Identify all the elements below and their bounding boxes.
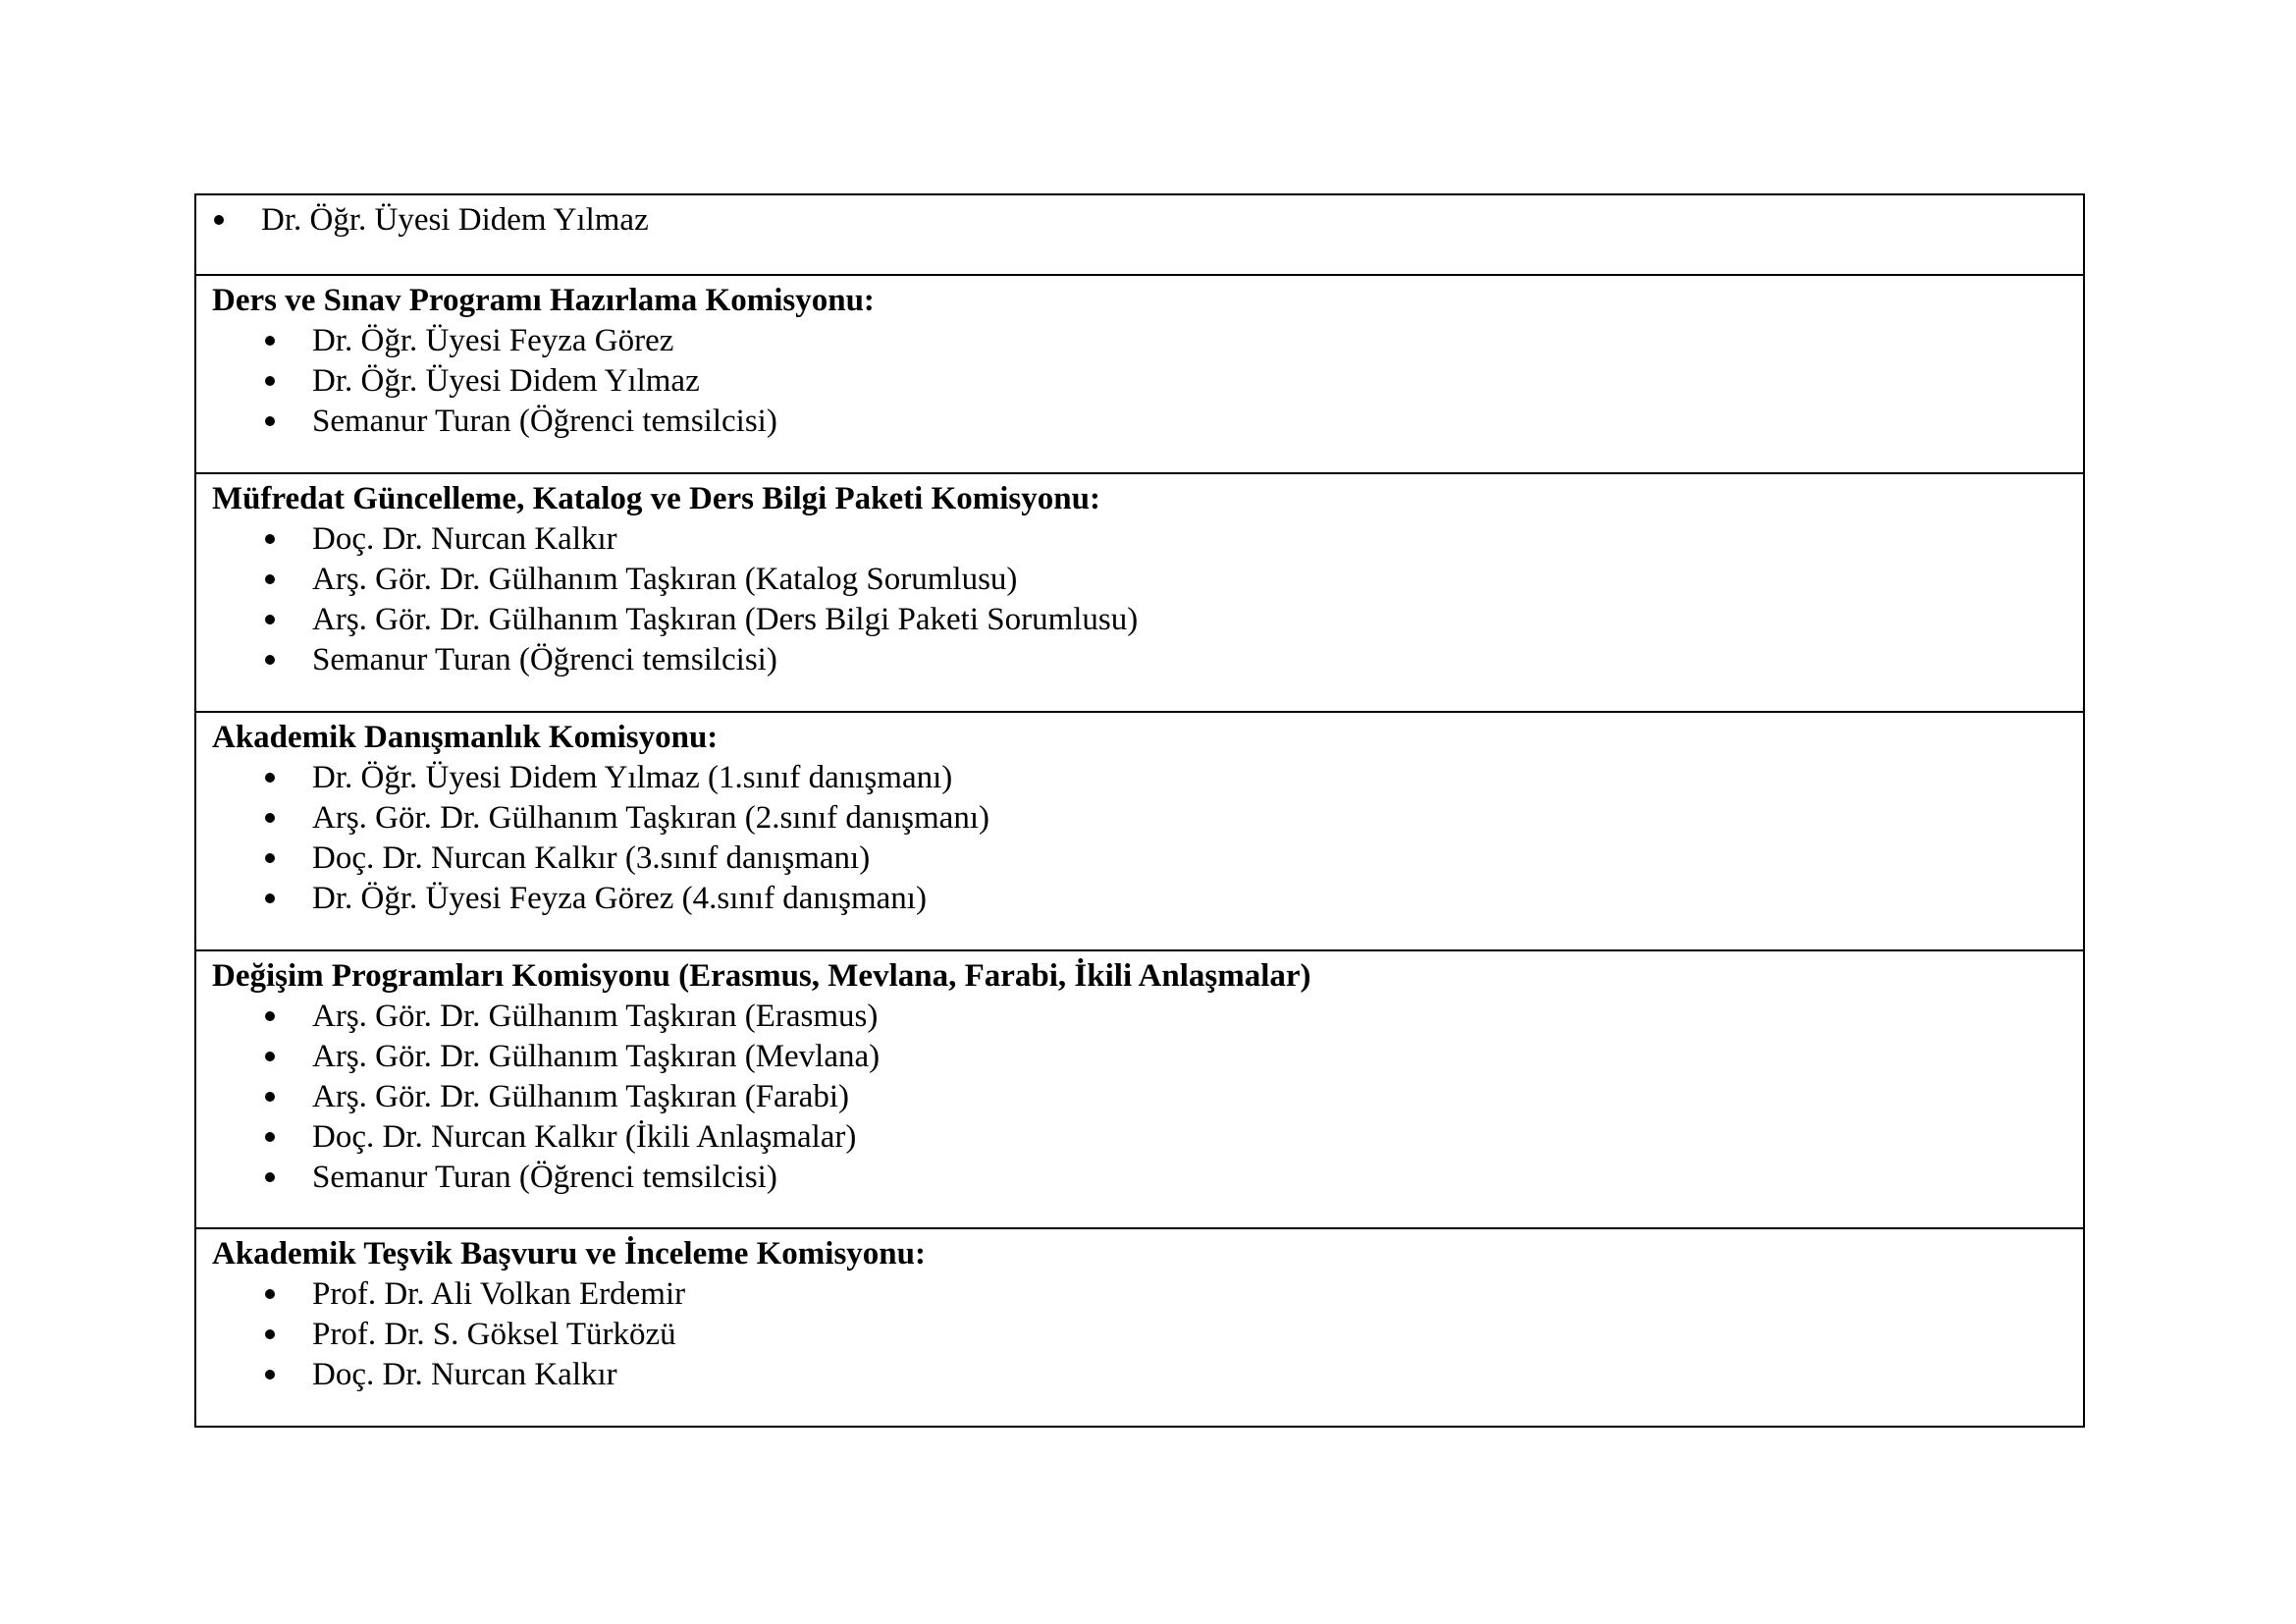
member-list <box>212 519 2069 680</box>
bullet-icon <box>265 1329 275 1339</box>
table-row <box>195 1228 2084 1427</box>
committee-cell <box>195 950 2084 1228</box>
bullet-icon <box>265 416 275 426</box>
committee-cell <box>195 1228 2084 1427</box>
list-item: Arş. Gör. Dr. Gülhanım Taşkıran (Katalog Sorumlusu) <box>263 560 2069 600</box>
member-list <box>212 758 2069 919</box>
section-heading: Akademik Danışmanlık Komisyonu: <box>212 720 719 755</box>
bullet-icon <box>265 813 275 823</box>
table-row <box>195 473 2084 712</box>
list-item: Doç. Dr. Nurcan Kalkır <box>263 1355 2069 1395</box>
member-list <box>212 997 2069 1198</box>
list-item: Semanur Turan (Öğrenci temsilcisi) <box>263 402 2069 442</box>
committee-cell <box>195 275 2084 473</box>
list-item: Dr. Öğr. Üyesi Didem Yılmaz <box>212 200 2069 241</box>
list-item: Arş. Gör. Dr. Gülhanım Taşkıran (Farabi) <box>263 1077 2069 1117</box>
list-item: Arş. Gör. Dr. Gülhanım Taşkıran (Mevlana) <box>263 1037 2069 1077</box>
list-item: Semanur Turan (Öğrenci temsilcisi) <box>263 640 2069 680</box>
table-row <box>195 275 2084 473</box>
table-row <box>195 950 2084 1228</box>
bullet-icon <box>265 1092 275 1102</box>
committee-table <box>194 193 2085 1428</box>
bullet-icon <box>265 1132 275 1142</box>
bullet-icon <box>265 773 275 783</box>
list-item: Dr. Öğr. Üyesi Didem Yılmaz (1.sınıf danışmanı) <box>263 758 2069 798</box>
section-heading: Müfredat Güncelleme, Katalog ve Ders Bilgi Paketi Komisyonu: <box>212 481 1100 516</box>
committee-cell <box>195 473 2084 712</box>
list-item: Prof. Dr. S. Göksel Türközü <box>263 1315 2069 1355</box>
member-list <box>212 321 2069 442</box>
bullet-icon <box>214 215 224 225</box>
bullet-icon <box>265 574 275 584</box>
list-item: Doç. Dr. Nurcan Kalkır <box>263 519 2069 560</box>
table-row <box>195 712 2084 950</box>
table-row <box>195 194 2084 275</box>
list-item: Dr. Öğr. Üyesi Didem Yılmaz <box>263 361 2069 402</box>
list-item: Doç. Dr. Nurcan Kalkır (3.sınıf danışmanı) <box>263 839 2069 879</box>
section-heading: Akademik Teşvik Başvuru ve İnceleme Komisyonu: <box>212 1236 926 1272</box>
bullet-icon <box>265 655 275 665</box>
list-item: Semanur Turan (Öğrenci temsilcisi) <box>263 1158 2069 1198</box>
bullet-icon <box>265 1172 275 1182</box>
bullet-icon <box>265 615 275 624</box>
member-list <box>212 200 2069 241</box>
list-item: Arş. Gör. Dr. Gülhanım Taşkıran (Ders Bilgi Paketi Sorumlusu) <box>263 600 2069 640</box>
bullet-icon <box>265 853 275 863</box>
bullet-icon <box>265 1289 275 1299</box>
list-item: Dr. Öğr. Üyesi Feyza Görez (4.sınıf danışmanı) <box>263 879 2069 919</box>
bullet-icon <box>265 336 275 346</box>
member-list <box>212 1274 2069 1395</box>
bullet-icon <box>265 893 275 903</box>
list-item: Doç. Dr. Nurcan Kalkır (İkili Anlaşmalar) <box>263 1117 2069 1158</box>
bullet-icon <box>265 376 275 386</box>
bullet-icon <box>265 1052 275 1061</box>
section-heading: Ders ve Sınav Programı Hazırlama Komisyonu: <box>212 283 875 318</box>
list-item: Prof. Dr. Ali Volkan Erdemir <box>263 1274 2069 1315</box>
section-heading: Değişim Programları Komisyonu (Erasmus, Mevlana, Farabi, İkili Anlaşmalar) <box>212 958 1311 994</box>
list-item: Dr. Öğr. Üyesi Feyza Görez <box>263 321 2069 361</box>
list-item: Arş. Gör. Dr. Gülhanım Taşkıran (2.sınıf danışmanı) <box>263 798 2069 839</box>
list-item: Arş. Gör. Dr. Gülhanım Taşkıran (Erasmus) <box>263 997 2069 1037</box>
bullet-icon <box>265 534 275 544</box>
bullet-icon <box>265 1011 275 1021</box>
committee-cell <box>195 194 2084 275</box>
committee-cell <box>195 712 2084 950</box>
bullet-icon <box>265 1370 275 1380</box>
